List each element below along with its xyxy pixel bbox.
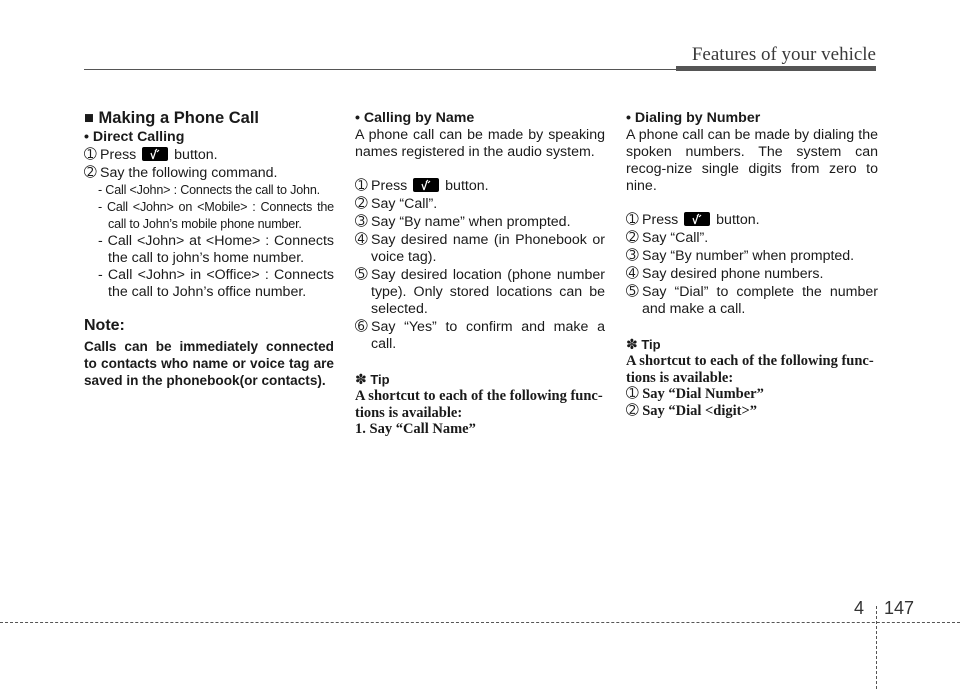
step-item: ➁ Say “Call”. bbox=[355, 195, 438, 212]
column-dialing-by-number bbox=[626, 110, 878, 419]
step-press-button: ➀ Press button. bbox=[626, 211, 760, 228]
subsection-dialing-by-number: • Dialing by Number bbox=[626, 110, 761, 126]
section-title: ■ Making a Phone Call bbox=[84, 109, 259, 127]
step-press-button: ➀ Press button. bbox=[355, 177, 489, 194]
step-item: ➅ Say “Yes” to confirm and make a call. bbox=[355, 318, 605, 352]
header-rule bbox=[84, 69, 676, 70]
tip-title: ✽ Tip bbox=[355, 371, 390, 387]
page-number: 147 bbox=[884, 598, 915, 618]
step-item: ➁ Say “Call”. bbox=[626, 229, 709, 246]
tip-item: ➀ Say “Dial Number” bbox=[626, 385, 764, 402]
command-call-john: - Call <John> : Connects the call to John. bbox=[98, 183, 320, 197]
column-direct-calling bbox=[84, 110, 334, 389]
step-say-command: ➁ Say the following command. bbox=[84, 164, 278, 181]
column-calling-by-name bbox=[355, 110, 605, 438]
header-bar bbox=[676, 66, 876, 71]
step-number: ➁ bbox=[84, 164, 97, 181]
intro-paragraph: A phone call can be made by dialing the spoken numbers. The system can recog-nize single digits from zero to nine. bbox=[626, 127, 878, 194]
header-title: Features of your vehicle bbox=[691, 44, 876, 65]
tip-item: ➁ Say “Dial <digit>” bbox=[626, 401, 758, 419]
note-title: Note: bbox=[84, 317, 125, 334]
command-call-john-office: - Call <John> in <Office> : Connects the call to John’s office number. bbox=[98, 267, 334, 300]
voice-talk-button-icon bbox=[142, 147, 168, 161]
step-number: ➀ bbox=[84, 146, 97, 163]
note-body: Calls can be immediately connected to contacts who name or voice tag are saved in the phonebook(or contacts). bbox=[84, 339, 334, 388]
subsection-direct-calling: • Direct Calling bbox=[84, 129, 185, 145]
footer-divider bbox=[876, 606, 877, 689]
tip-title: ✽ Tip bbox=[626, 336, 661, 352]
step-item: ➃ Say desired phone numbers. bbox=[626, 265, 824, 282]
tip-star-icon: ✽ bbox=[626, 336, 638, 352]
step-item: ➂ Say “By name” when prompted. bbox=[355, 213, 571, 230]
command-call-john-mobile: - Call <John> on <Mobile> : Connects the call to John’s mobile phone number. bbox=[98, 200, 334, 231]
chapter-number: 4 bbox=[854, 598, 865, 618]
voice-talk-button-icon bbox=[413, 178, 439, 192]
tip-body: A shortcut to each of the following func- tions is available: ➀ Say “Dial Number” ➁ Say “Dial <digit>” bbox=[626, 353, 878, 419]
step-number: ➀ bbox=[626, 211, 639, 228]
step-item: ➃ Say desired name (in Phonebook or voice tag). bbox=[355, 231, 605, 265]
tip-star-icon: ✽ bbox=[355, 371, 367, 387]
tip-body: A shortcut to each of the following func- tions is available: 1. Say “Call Name” bbox=[355, 388, 603, 437]
intro-paragraph: A phone call can be made by speaking names registered in the audio system. bbox=[355, 127, 605, 160]
step-number: ➀ bbox=[355, 177, 368, 194]
subsection-calling-by-name: • Calling by Name bbox=[355, 110, 475, 126]
step-item: ➄ Say desired location (phone number type). Only stored locations can be selected. bbox=[355, 266, 605, 317]
voice-talk-button-icon bbox=[684, 212, 710, 226]
footer-rule bbox=[0, 622, 960, 623]
step-press-button: ➀ Press button. bbox=[84, 146, 218, 163]
step-item: ➄ Say “Dial” to complete the number and make a call. bbox=[626, 283, 878, 317]
command-call-john-home: - Call <John> at <Home> : Connects the call to john’s home number. bbox=[98, 233, 334, 266]
step-item: ➂ Say “By number” when prompted. bbox=[626, 247, 855, 264]
